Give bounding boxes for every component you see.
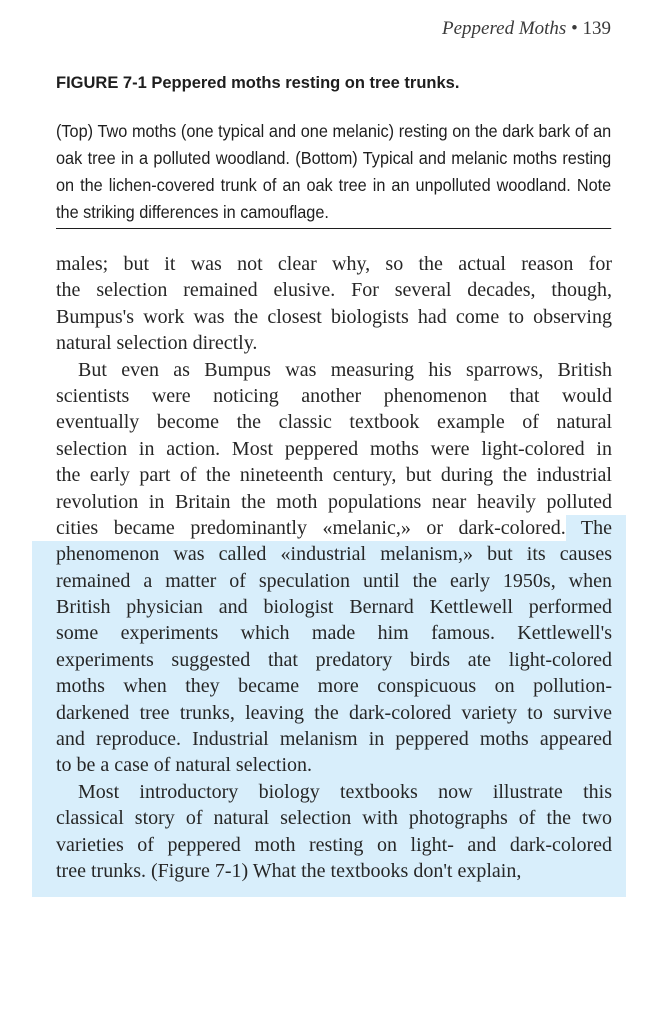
text-line: males; but it was not clear why, so the actual reason for xyxy=(56,253,612,275)
text-line: cities became predominantly «melanic,» or dark-colored. The xyxy=(56,516,612,539)
figure-title: FIGURE 7-1 Peppered moths resting on tree trunks. xyxy=(56,74,460,92)
text-line: Bumpus's work was the closest biologists had come to observing xyxy=(56,305,612,328)
text-line: tree trunks. (Figure 7-1) What the textbooks don't explain, xyxy=(56,859,522,882)
text-line: phenomenon was called «industrial melanism,» but its causes xyxy=(56,543,612,566)
text-line: revolution in Britain the moth populations near heavily polluted xyxy=(56,490,612,513)
text-line: the early part of the nineteenth century, but during the industrial xyxy=(56,464,612,487)
text-line: British physician and biologist Bernard Kettlewell performed xyxy=(56,596,612,619)
running-head xyxy=(442,18,611,40)
running-head-title: Peppered Moths xyxy=(441,18,567,39)
text-line: selection in action. Most peppered moths were light-colored in xyxy=(56,437,612,460)
text-line: moths when they became more conspicuous on pollution- xyxy=(56,675,612,698)
running-head-separator: • xyxy=(566,18,583,39)
text-line: and reproduce. Industrial melanism in peppered moths appeared xyxy=(56,728,612,751)
text-line: remained a matter of speculation until the early 1950s, when xyxy=(56,569,612,592)
body-text xyxy=(56,251,612,884)
text-line: natural selection directly. xyxy=(56,332,258,355)
text-line: scientists were noticing another phenomenon that would xyxy=(56,384,612,407)
text-line: experiments suggested that predatory birds ate light-colored xyxy=(56,648,612,671)
figure-caption: (Top) Two moths (one typical and one melanic) resting on the dark bark of an oak tree in a polluted woodland. (Bottom) Typical and melanic moths resting on the lichen-covered trunk of an oak tree in an unpolluted woodland. Note the striking differences in camouflage. xyxy=(56,118,611,229)
text-line: some experiments which made him famous. Kettlewell's xyxy=(56,622,612,645)
text-line: Most introductory biology textbooks now illustrate this xyxy=(78,780,612,803)
figure-caption-block xyxy=(56,70,611,229)
text-line: to be a case of natural selection. xyxy=(56,754,312,777)
text-line: varieties of peppered moth resting on light- and dark-colored xyxy=(56,833,612,856)
text-line: the selection remained elusive. For several decades, though, xyxy=(56,279,612,302)
text-line: eventually become the classic textbook example of natural xyxy=(56,411,612,434)
text-line: darkened tree trunks, leaving the dark-colored variety to survive xyxy=(56,701,612,724)
text-line: classical story of natural selection with photographs of the two xyxy=(56,807,612,830)
text-line: But even as Bumpus was measuring his sparrows, British xyxy=(78,358,612,381)
page-number: 139 xyxy=(582,18,611,39)
